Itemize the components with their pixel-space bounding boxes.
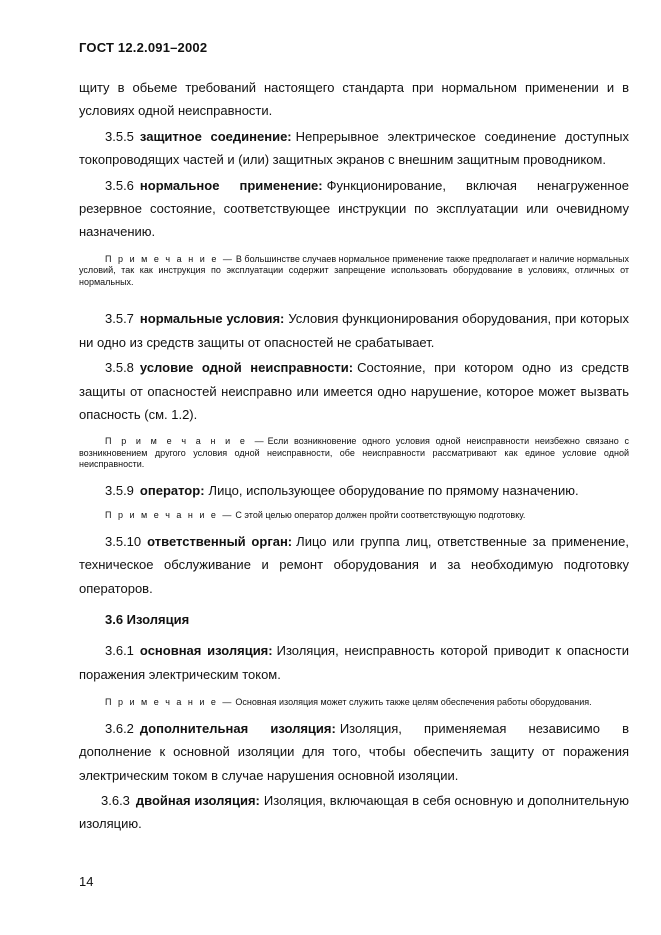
clause-term: защитное соединение: — [139, 128, 292, 144]
clause-text: Условия функционирования оборудования, при которых ни одно из средств защиты от опасностей не срабатывает. — [79, 311, 629, 350]
paragraph-3-6-1 — [79, 639, 629, 686]
section-title-insulation: 3.6 Изоляция — [105, 612, 190, 627]
clause-text: Изоляция, применяемая независимо в дополнение к основной изоляции для того, чтобы обеспечить защиту от поражения электрическим током в случае нарушения основной изоляции. — [79, 720, 629, 783]
note-label: П р и м е ч а н и е — — [105, 510, 234, 521]
note-text: Если возникновение одного условия одной неисправности неизбежно связано с возникновением другого условия одной неисправности, обе неисправности рассматривают как единое условие одной неисправности. — [79, 436, 629, 470]
note-operator — [79, 510, 629, 522]
clause-term: нормальные условия: — [139, 311, 285, 327]
clause-term: основная изоляция: — [139, 643, 273, 659]
note-label: П р и м е ч а н и е — — [105, 436, 266, 447]
clause-number: 3.5.9 — [105, 482, 134, 498]
clause-text: Изоляция, неисправность которой приводит к опасности поражения электрическим током. — [79, 643, 629, 682]
clause-text: Непрерывное электрическое соединение доступных токопроводящих частей и (или) защитных экранов с внешним защитным проводником. — [79, 128, 629, 168]
clause-text: Лицо или группа лиц, ответственные за применение, техническое обслуживание и ремонт оборудования и за необходимую подготовку операторов. — [79, 533, 629, 596]
clause-text: Лицо, использующее оборудование по прямому назначению. — [208, 482, 579, 498]
clause-number: 3.6.1 — [105, 643, 134, 659]
clause-term: двойная изоляция: — [135, 792, 260, 808]
document-header: ГОСТ 12.2.091–2002 — [79, 40, 208, 55]
paragraph-3-5-6 — [79, 174, 629, 244]
note-label: П р и м е ч а н и е — — [105, 697, 234, 708]
paragraph-3-5-9 — [79, 479, 629, 502]
clause-number: 3.5.8 — [105, 360, 134, 376]
clause-number: 3.5.10 — [105, 533, 142, 549]
paragraph-3-6-3 — [79, 789, 629, 836]
clause-term: дополнительная изоляция: — [139, 720, 336, 736]
paragraph-3-5-10 — [79, 530, 629, 600]
clause-number: 3.5.6 — [105, 177, 134, 193]
clause-text: Состояние, при котором одно из средств защиты от опасностей неисправно или имеется одно нарушение, которое может вызвать опасность (см. 1.2). — [79, 360, 629, 422]
note-label: П р и м е ч а н и е — — [105, 253, 234, 264]
clause-text: Изоляция, включающая в себя основную и дополнительную изоляцию. — [79, 792, 629, 832]
clause-text: Функционирование, включая ненагруженное резервное состояние, соответствующее инструкции по эксплуатации или очевидному назначению. — [79, 177, 629, 240]
clause-number: 3.6.3 — [101, 792, 130, 808]
clause-number: 3.6.2 — [105, 720, 134, 736]
paragraph-3-5-8 — [79, 356, 629, 426]
paragraph-3-5-7 — [79, 307, 629, 354]
note-basic-insulation — [79, 697, 629, 709]
page-number: 14 — [79, 874, 94, 889]
note-text: С этой целью оператор должен пройти соответствующую подготовку. — [235, 510, 526, 521]
note-text: Основная изоляция может служить также целям обеспечения работы оборудования. — [235, 697, 592, 708]
paragraph-3-6-2 — [79, 717, 629, 787]
paragraph-continuation: щиту в обьеме требований настоящего стандарта при нормальном применении и в условиях одной неисправности. — [79, 80, 629, 119]
note-single-fault — [79, 436, 629, 471]
clause-number: 3.5.7 — [105, 311, 134, 327]
clause-number: 3.5.5 — [105, 128, 134, 144]
document-body — [79, 76, 629, 836]
note-normal-use — [79, 254, 629, 289]
clause-term: нормальное применение: — [139, 177, 323, 193]
paragraph-3-5-5 — [79, 125, 629, 172]
clause-term: условие одной неисправности: — [139, 360, 354, 376]
clause-term: ответственный орган: — [147, 533, 293, 549]
clause-term: оператор: — [139, 482, 205, 498]
note-text: В большинстве случаев нормальное применение также предполагает и наличие нормальных условий, так как инструкция по эксплуатации содержит запрещение использовать оборудование в условиях, отличных от нормальных. — [79, 253, 629, 287]
